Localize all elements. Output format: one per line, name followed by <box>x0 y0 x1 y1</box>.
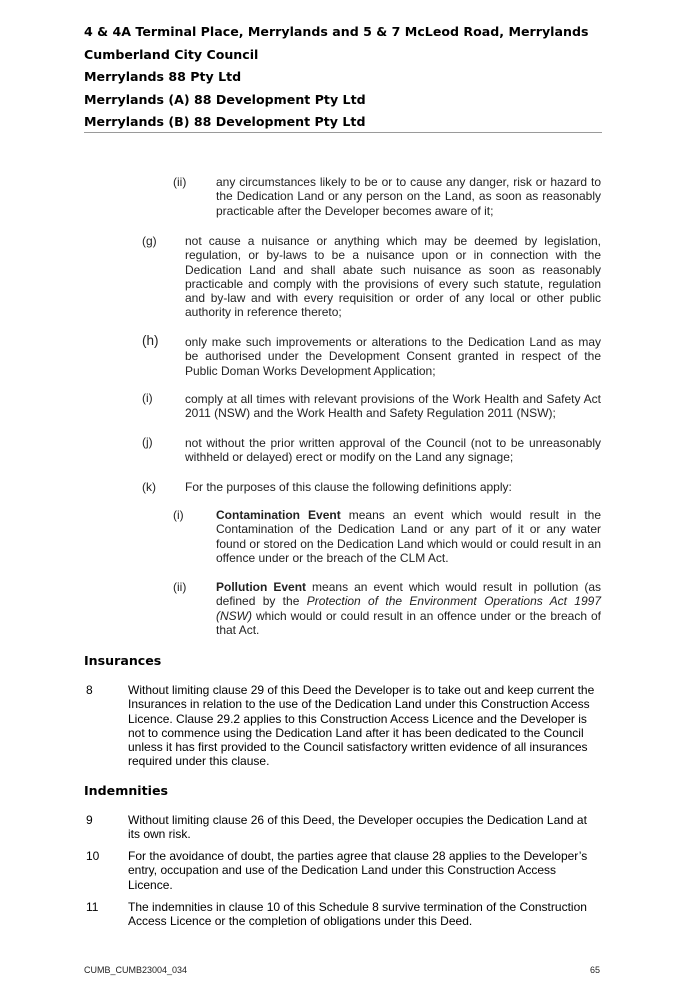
clause-k-ii-text <box>216 580 601 637</box>
clause-11-text: The indemnities in clause 10 of this Schedule 8 survive termination of the Construction Access Licence or the completion of obligations under this Deed. <box>128 900 587 929</box>
footer-doc-ref: CUMB_CUMB23004_034 <box>84 965 188 975</box>
defined-term-pollution-event: Pollution Event <box>216 580 307 594</box>
clause-h-text: only make such improvements or alterations to the Dedication Land as may be authorised under the Development Consent granted in respect of the Public Doman Works Development Application; <box>185 335 601 378</box>
clause-10-number: 10 <box>86 849 100 863</box>
insurances-heading: Insurances <box>84 653 162 668</box>
clause-i-text: comply at all times with relevant provisions of the Work Health and Safety Act 2011 (NSW) and the Work Health and Safety Regulation 2011 (NSW); <box>185 392 601 421</box>
definition-pollution-event-part-2: which would or could result in an offence under or the breach of that Act. <box>216 608 601 637</box>
header-party-1: Merrylands 88 Pty Ltd <box>84 69 242 84</box>
clause-f-ii-text: any circumstances likely to be or to cause any danger, risk or hazard to the Dedication Land or any person on the Land, as soon as reasonably practicable after the Developer becomes aware of it; <box>216 175 601 218</box>
header-party-3: Merrylands (B) 88 Development Pty Ltd <box>84 114 366 129</box>
clause-i-label: (i) <box>142 391 153 405</box>
clause-j-text: not without the prior written approval of the Council (not to be unreasonably withheld or delayed) erect or modify on the Land any signage; <box>185 436 601 465</box>
clause-k-i-label: (i) <box>173 508 184 522</box>
clause-k-ii-label: (ii) <box>173 580 187 594</box>
clause-10-text: For the avoidance of doubt, the parties agree that clause 28 applies to the Developer’s entry, occupation and use of the Dedication Land under this Construction Access Licence. <box>128 849 588 892</box>
footer-page-number: 65 <box>589 965 600 975</box>
clause-9-text: Without limiting clause 26 of this Deed, the Developer occupies the Dedication Land at its own risk. <box>128 813 587 842</box>
clause-f-ii-label: (ii) <box>173 175 187 189</box>
clause-j-label: (j) <box>142 435 153 449</box>
clause-k-text: For the purposes of this clause the following definitions apply: <box>185 480 512 494</box>
header-party-2: Merrylands (A) 88 Development Pty Ltd <box>84 92 366 107</box>
act-title: Protection of the Environment Operations Act 1997 (NSW) <box>216 594 602 623</box>
clause-g-text: not cause a nuisance or anything which may be deemed by legislation, regulation, or by-laws to be a nuisance upon or in connection with the Dedication Land and shall abate such nuisance as soon as reasonably practicable and comply with the provisions of every such statute, regulation and by-law and with every requisition or order of any local or other public authority in reference thereto; <box>185 234 601 320</box>
definition-pollution-event-part-1: means an event which would result in pollution (as defined by the <box>216 580 601 609</box>
clause-8-number: 8 <box>86 683 93 697</box>
header-divider <box>84 132 602 133</box>
clause-11-number: 11 <box>86 900 99 914</box>
clause-8-text: Without limiting clause 29 of this Deed the Developer is to take out and keep current the Insurances in relation to the use of the Dedication Land under this Construction Access Licence. Clause 29.2 applies to this Construction Access Licence and the Developer is not to commence using the Dedication Land after it has been dedicated to the Council unless it has first provided to the Council satisfactory written evidence of all insurances required under this clause. <box>128 683 595 769</box>
clause-k-i-text <box>216 508 601 565</box>
header-address: 4 & 4A Terminal Place, Merrylands and 5 & 7 McLeod Road, Merrylands <box>84 24 589 39</box>
header-council: Cumberland City Council <box>84 47 259 62</box>
definition-contamination-event: means an event which would result in the Contamination of the Dedication Land or any part of it or any water found or stored on the Dedication Land which would or could result in an offence under or the breach of the CLM Act. <box>216 508 601 565</box>
clause-k-label: (k) <box>142 480 156 494</box>
clause-h-label: (h) <box>142 333 159 348</box>
clause-9-number: 9 <box>86 813 93 827</box>
defined-term-contamination-event: Contamination Event <box>216 508 341 522</box>
indemnities-heading: Indemnities <box>84 783 168 798</box>
clause-g-label: (g) <box>142 234 157 248</box>
